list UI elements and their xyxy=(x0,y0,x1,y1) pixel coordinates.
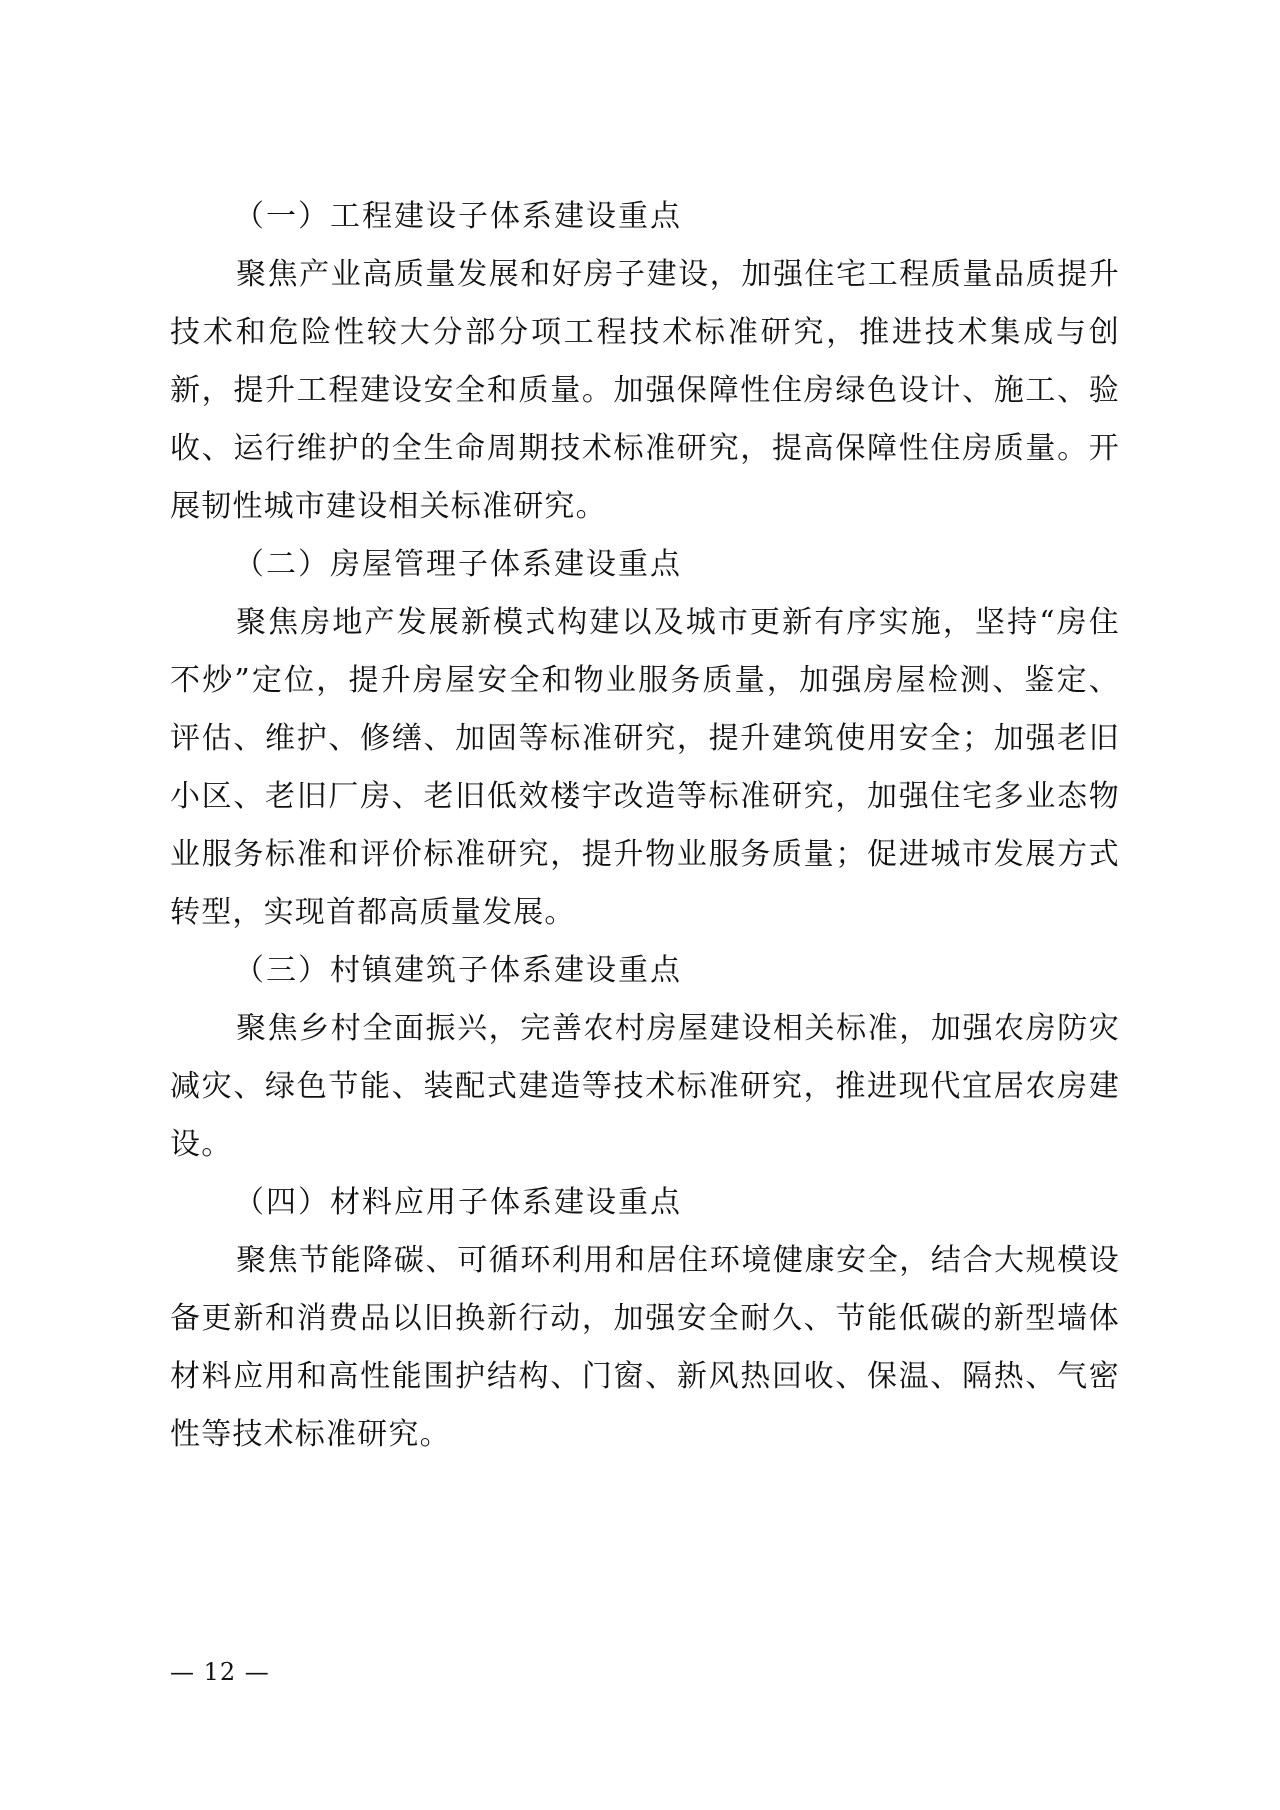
section-paragraph-4: 聚焦节能降碳、可循环利用和居住环境健康安全，结合大规模设备更新和消费品以旧换新行动，加强安全耐久、节能低碳的新型墙体材料应用和高性能围护结构、门窗、新风热回收、保温、隔热、气密性等技术标准研究。 xyxy=(170,1243,1120,1452)
section-heading-3: （三）村镇建筑子体系建设重点 xyxy=(234,953,682,988)
document-body xyxy=(170,188,1120,1464)
section-heading-4: （四）材料应用子体系建设重点 xyxy=(234,1185,682,1220)
section-heading-1: （一）工程建设子体系建设重点 xyxy=(234,199,682,234)
section-paragraph-1: 聚焦产业高质量发展和好房子建设，加强住宅工程质量品质提升技术和危险性较大分部分项工程技术标准研究，推进技术集成与创新，提升工程建设安全和质量。加强保障性住房绿色设计、施工、验收、运行维护的全生命周期技术标准研究，提高保障性住房质量。开展韧性城市建设相关标准研究。 xyxy=(170,257,1120,524)
section-paragraph-2: 聚焦房地产发展新模式构建以及城市更新有序实施，坚持“房住不炒”定位，提升房屋安全和物业服务质量，加强房屋检测、鉴定、评估、维护、修缮、加固等标准研究，提升建筑使用安全；加强老旧小区、老旧厂房、老旧低效楼宇改造等标准研究，加强住宅多业态物业服务标准和评价标准研究，提升物业服务质量；促进城市发展方式转型，实现首都高质量发展。 xyxy=(170,605,1120,930)
section-paragraph-3: 聚焦乡村全面振兴，完善农村房屋建设相关标准，加强农房防灾减灾、绿色节能、装配式建造等技术标准研究，推进现代宜居农房建设。 xyxy=(170,1011,1120,1162)
page-number: — 12 — xyxy=(170,1658,270,1686)
section-heading-2: （二）房屋管理子体系建设重点 xyxy=(234,547,682,582)
